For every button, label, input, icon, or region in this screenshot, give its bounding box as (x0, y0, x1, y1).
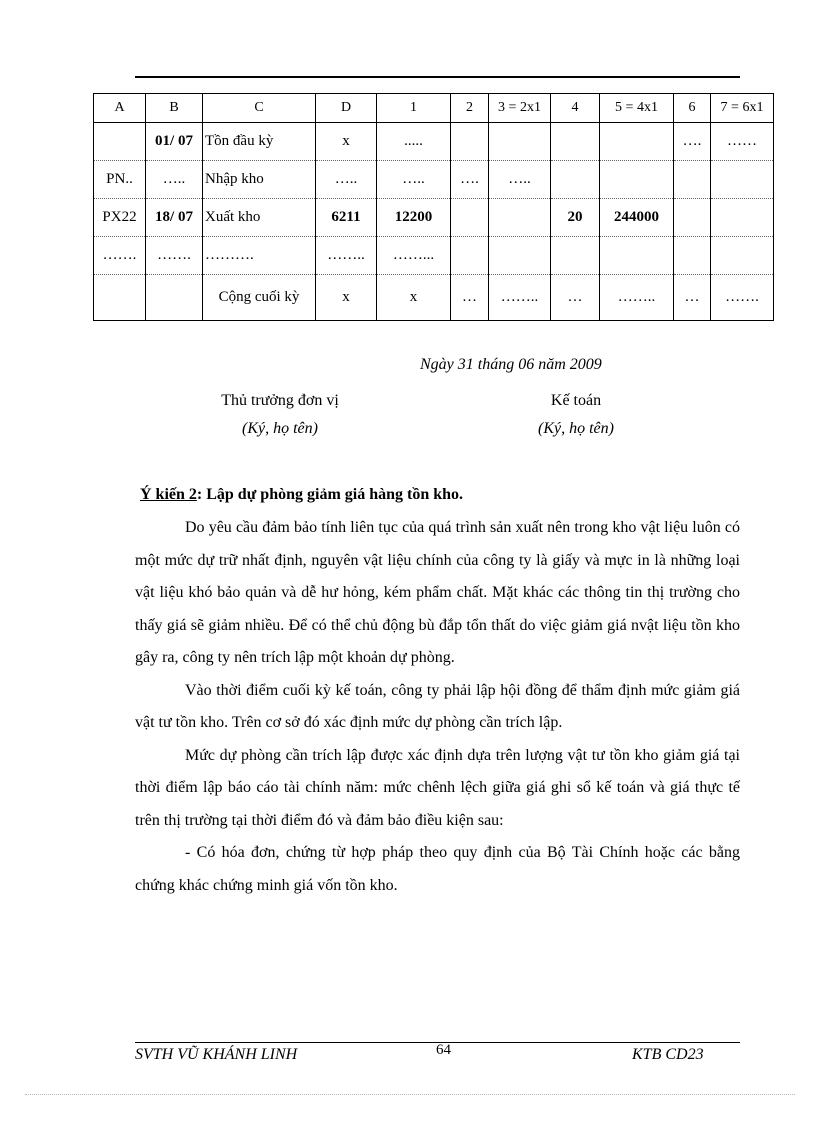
header-cell: D (316, 94, 377, 123)
table-row (94, 161, 774, 199)
table-cell: …… (711, 123, 774, 161)
table-cell: Cộng cuối kỳ (203, 275, 316, 321)
table-cell: 20 (551, 199, 600, 237)
table-cell: 18/ 07 (146, 199, 203, 237)
signature-left-title: Thủ trưởng đơn vị (221, 392, 339, 409)
footer-author: SVTH VŨ KHÁNH LINH (135, 1046, 298, 1063)
table-cell: 6211 (316, 199, 377, 237)
table-cell: …….. (316, 237, 377, 275)
table-cell (674, 199, 711, 237)
table-cell (551, 161, 600, 199)
table-cell: …….. (489, 275, 551, 321)
signature-right-title: Kế toán (550, 392, 602, 409)
table-row (94, 275, 774, 321)
table-cell: Nhập kho (203, 161, 316, 199)
section-label: Ý kiến 2 (140, 486, 197, 503)
table-cell (94, 123, 146, 161)
table-cell: PX22 (94, 199, 146, 237)
table-cell (451, 199, 489, 237)
table-cell (711, 237, 774, 275)
header-cell: C (203, 94, 316, 123)
table-cell: ……... (377, 237, 451, 275)
table-cell: ………. (203, 237, 316, 275)
table-cell: Xuất kho (203, 199, 316, 237)
header-cell: B (146, 94, 203, 123)
table-cell: ….. (146, 161, 203, 199)
table-cell (600, 237, 674, 275)
header-cell: 2 (451, 94, 489, 123)
table-cell: x (377, 275, 451, 321)
signature-left (160, 388, 400, 438)
table-cell: …. (674, 123, 711, 161)
table-cell (711, 199, 774, 237)
table-cell (674, 161, 711, 199)
footer-class: KTB CD23 (632, 1046, 704, 1063)
table-row (94, 123, 774, 161)
signature-left-sub: (Ký, họ tên) (242, 420, 318, 437)
table-cell: x (316, 123, 377, 161)
table-cell: ….. (316, 161, 377, 199)
section-heading (140, 486, 463, 504)
paragraph: Mức dự phòng cần trích lập được xác định dựa trên lượng vật tư tồn kho giảm giá tại thời điểm lập báo cáo tài chính năm: mức chênh lệch giữa giá ghi sổ kế toán và giá thực tế trên thị trường tại thời điểm đó và đảm bảo điều kiện sau: (135, 746, 740, 829)
header-cell: 7 = 6x1 (711, 94, 774, 123)
paragraph: - Có hóa đơn, chứng từ hợp pháp theo quy định của Bộ Tài Chính hoặc các bằng chứng khác chứng minh giá vốn tồn kho. (135, 844, 740, 894)
table-cell (551, 237, 600, 275)
table-cell (146, 275, 203, 321)
table-cell: ……. (94, 237, 146, 275)
ledger-table (93, 93, 774, 321)
section-title: : Lập dự phòng giảm giá hàng tồn kho. (196, 486, 464, 503)
table-cell: ……. (146, 237, 203, 275)
table-cell (94, 275, 146, 321)
header-cell: A (94, 94, 146, 123)
table-cell (674, 237, 711, 275)
table-cell: …….. (600, 275, 674, 321)
header-cell: 3 = 2x1 (489, 94, 551, 123)
table-cell (489, 123, 551, 161)
table-cell: 12200 (377, 199, 451, 237)
table-row (94, 199, 774, 237)
table-cell (600, 123, 674, 161)
table-cell (711, 161, 774, 199)
paragraph: Vào thời điểm cuối kỳ kế toán, công ty phải lập hội đồng để thẩm định mức giảm giá vật tư tồn kho. Trên cơ sở đó xác định mức dự phòng cần trích lập. (135, 681, 740, 731)
table-cell: ….. (377, 161, 451, 199)
table-cell (600, 161, 674, 199)
table-cell: … (451, 275, 489, 321)
table-cell: … (551, 275, 600, 321)
table-cell (489, 237, 551, 275)
table-cell: x (316, 275, 377, 321)
table-cell: … (674, 275, 711, 321)
signature-right-sub: (Ký, họ tên) (538, 420, 614, 437)
header-cell: 5 = 4x1 (600, 94, 674, 123)
header-cell: 1 (377, 94, 451, 123)
signature-date: Ngày 31 tháng 06 năm 2009 (420, 356, 602, 373)
table-cell: ……. (711, 275, 774, 321)
signature-right (456, 388, 696, 438)
table-header-row (94, 94, 774, 123)
table-cell: …. (451, 161, 489, 199)
table-cell: ….. (489, 161, 551, 199)
table-cell (551, 123, 600, 161)
header-cell: 4 (551, 94, 600, 123)
paragraph: Do yêu cầu đảm bảo tính liên tục của quá trình sản xuất nên trong kho vật liệu luôn có một mức dự trữ nhất định, nguyên vật liệu chính của công ty là giấy và mực in là những loại vật liệu khó bảo quản và dễ hư hỏng, kém phẩm chất. Mặt khác các thông tin thị trường cho thấy giá sẽ giảm nhiều. Để có thể chủ động bù đắp tổn thất do việc giảm giá nvật liệu tồn kho gây ra, công ty nên trích lập một khoản dự phòng. (135, 519, 740, 666)
table-cell: PN.. (94, 161, 146, 199)
table-row (94, 237, 774, 275)
page-edge-dots (25, 1094, 795, 1095)
body-text (135, 512, 740, 902)
page-number: 64 (436, 1042, 451, 1058)
table-cell (489, 199, 551, 237)
table-cell: 01/ 07 (146, 123, 203, 161)
header-cell: 6 (674, 94, 711, 123)
table-cell (451, 123, 489, 161)
top-rule (135, 76, 740, 78)
table-cell: ..... (377, 123, 451, 161)
table-cell: Tồn đầu kỳ (203, 123, 316, 161)
table-cell: 244000 (600, 199, 674, 237)
table-cell (451, 237, 489, 275)
